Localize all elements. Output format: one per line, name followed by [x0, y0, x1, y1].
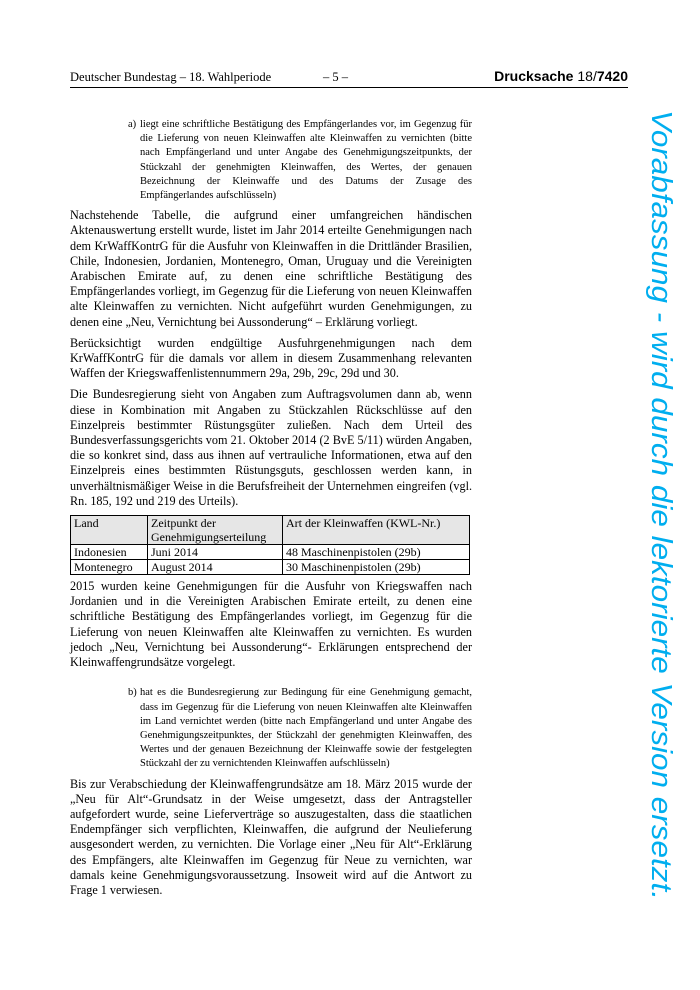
- question-item-b: [70, 676, 472, 771]
- table-cell: 30 Maschinenpistolen (29b): [283, 560, 470, 575]
- draft-watermark: [642, 110, 682, 900]
- page-number: – 5 –: [323, 70, 348, 84]
- table-cell: Indonesien: [71, 545, 148, 560]
- permits-table: [70, 515, 470, 575]
- question-item-a: [70, 118, 472, 203]
- table-cell: Juni 2014: [148, 545, 283, 560]
- table-header-cell: Land: [71, 516, 148, 545]
- header-publication: Deutscher Bundestag – 18. Wahlperiode: [70, 70, 272, 84]
- table-header-cell: Art der Kleinwaffen (KWL-Nr.): [283, 516, 470, 545]
- paragraph-order-volume: Die Bundesregierung sieht von Angaben zum Auftragsvolumen dann ab, wenn diese in Kombination mit Angaben zu Stückzahlen Rückschlüsse auf den Einzelpreis bestimmter Rüstungsgüter zuließen. Nach dem Urteil des Bundesverfassungsgerichts vom 21. Oktober 2014 (2 BvE 5/11) würden Angaben, die so konkret sind, dass aus ihnen auf vertrauliche Informationen, etwa auf den Einzelpreis eines bestimmten Rüstungsguts, geschlossen werden kann, in unverhältnismäßiger Weise in die Berufsfreiheit der Unternehmen eingreifen (vgl. Rn. 185, 192 und 219 des Urteils).: [70, 387, 472, 508]
- table-row: [71, 545, 470, 560]
- paragraph-2015-permits: 2015 wurden keine Genehmigungen für die Ausfuhr von Kriegswaffen nach Jordanien und in die Vereinigten Arabischen Emirate erteilt, zu denen eine schriftliche Bestätigung des Empfängerlandes vorliegt, im Gegenzug für die Lieferung von neuen Kleinwaffen alte Kleinwaffen zu vernichten. Es wurden jedoch „Neu, Vernichtung bei Aussonderung“- Erklärungen entsprechend der Kleinwaffengrundsätze vorgelegt.: [70, 579, 472, 670]
- header-rule: [70, 87, 628, 88]
- document-label: Drucksache: [494, 68, 574, 84]
- item-b-text: hat es die Bundesregierung zur Bedingung für eine Genehmigung gemacht, dass im Gegenzug für die Lieferung von neuen Kleinwaffen alte Kleinwaffen im Land vernichtet werden (bitte nach Empfängerland und unter Angabe des Genehmigungszeitpunktes, der Stückzahl der genehmigten Kleinwaffen, des Wertes und der genauen Bezeichnung der Kleinwaffe sowie der festgelegten Stückzahl der zu vernichtenden Kleinwaffen aufschlüsseln): [140, 687, 472, 770]
- table-cell: August 2014: [148, 560, 283, 575]
- document-number: [494, 68, 628, 84]
- document-body: [70, 118, 472, 904]
- table-header-row: [71, 516, 470, 545]
- watermark-text: Vorabfassung - wird durch die lektorierte Version ersetzt.: [645, 110, 677, 839]
- paragraph-considered-permits: Berücksichtigt wurden endgültige Ausfuhrgenehmigungen nach dem KrWaffKontrG für die damals vor allem in diesem Zusammenhang relevanten Waffen der Kriegswaffenlistennummern 29a, 29b, 29c, 29d und 30.: [70, 335, 472, 381]
- table-header-cell: Zeitpunkt der Genehmigungserteilung: [148, 516, 283, 545]
- item-a-text: liegt eine schriftliche Bestätigung des Empfängerlandes vor, im Gegenzug für die Lieferung von neuen Kleinwaffen alte Kleinwaffen zu vernichten (bitte nach Empfängerland und unter Angabe des Genehmigungszeitpunkts, der Stückzahl der genehmigten Kleinwaffen, des Wertes, der genauen Bezeichnung der Kleinwaffe und des Datums der Zusage des Empfängerlandes aufschlüsseln): [140, 119, 472, 202]
- table-cell: Montenegro: [71, 560, 148, 575]
- page-header: [70, 70, 628, 88]
- table-row: [71, 560, 470, 575]
- paragraph-table-intro: Nachstehende Tabelle, die aufgrund einer umfangreichen händischen Aktenauswertung erstellt wurde, listet im Jahr 2014 erteilte Genehmigungen nach dem KrWaffKontrG für die Ausfuhr von Kleinwaffen in die Drittländer Brasilien, Chile, Indonesien, Jordanien, Montenegro, Oman, Uruguay und die Vereinigten Arabischen Emirate auf, zu denen eine schriftliche Bestätigung des Empfängerlandes vorliegt, im Gegenzug für die Lieferung von neuen Kleinwaffen alte Kleinwaffen zu vernichten. Nicht aufgeführt wurden Genehmigungen, zu denen eine „Neu, Vernichtung bei Aussonderung“ – Erklärung vorliegt.: [70, 208, 472, 329]
- document-number-suffix: 7420: [596, 68, 628, 84]
- item-a-marker: a): [128, 119, 137, 130]
- document-number-prefix: 18/: [573, 68, 597, 84]
- item-b-marker: b): [128, 687, 137, 699]
- table-cell: 48 Maschinenpistolen (29b): [283, 545, 470, 560]
- paragraph-neu-fuer-alt: Bis zur Verabschiedung der Kleinwaffengrundsätze am 18. März 2015 wurde der „Neu für Alt“-Grundsatz in der Weise umgesetzt, dass der Antragsteller aufgefordert wurde, seine Lieferverträge so auszugestalten, dass die staatlichen Endempfänger sich verpflichten, Kleinwaffen, die aufgrund der Neulieferung ausgesondert werden, zu vernichten. Die Vorlage einer „Neu für Alt“-Erklärung des Empfängers, alte Kleinwaffen im Gegenzug für Neue zu vernichten, war damals keine Genehmigungsvoraussetzung. Insoweit wird auf die Antwort zu Frage 1 verwiesen.: [70, 776, 472, 897]
